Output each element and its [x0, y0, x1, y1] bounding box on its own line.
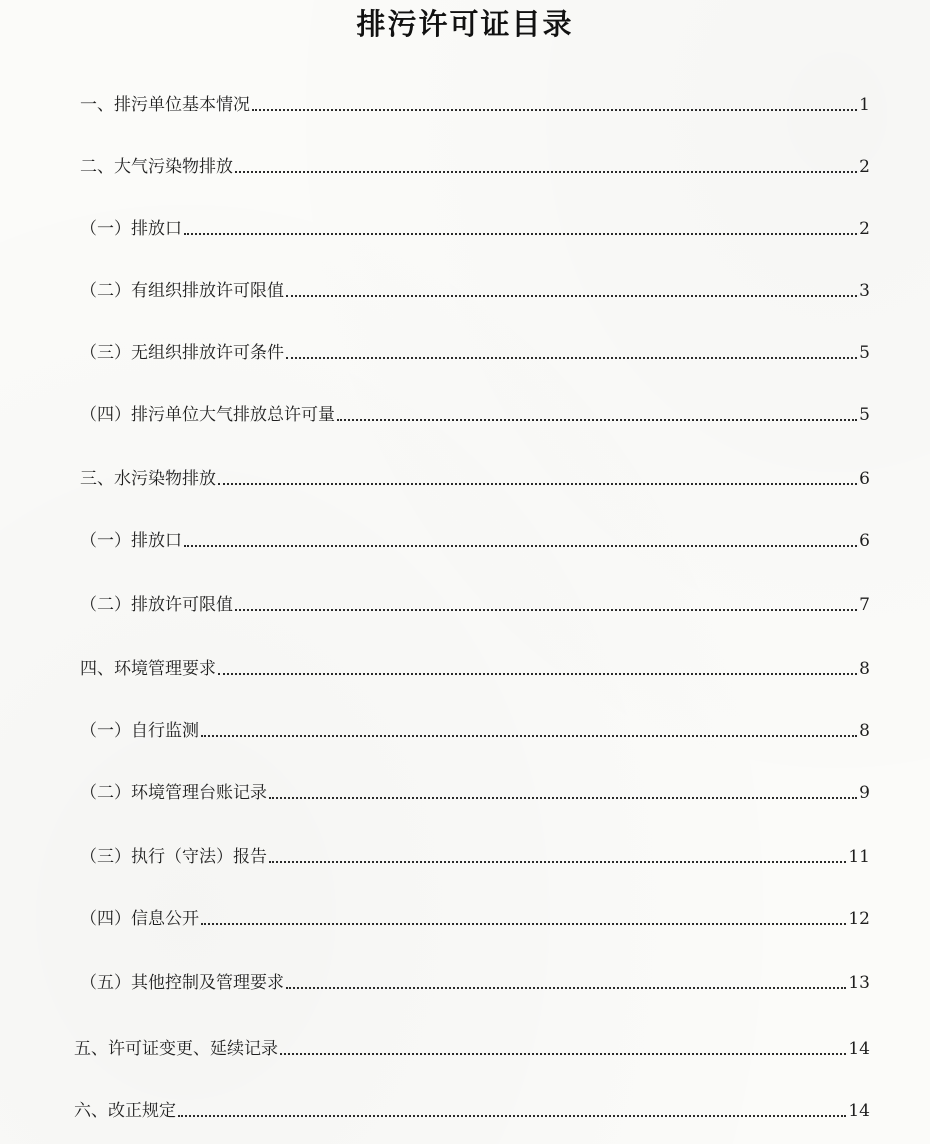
toc-entry-page: 12	[848, 909, 870, 929]
toc-leader-dots	[178, 1115, 846, 1117]
toc-entry	[74, 1096, 870, 1122]
toc-entry-page: 9	[859, 783, 870, 803]
toc-leader-dots	[201, 923, 846, 925]
toc-entry-label: （一）排放口	[80, 219, 182, 239]
toc-entry	[80, 214, 870, 240]
toc-entry	[80, 778, 870, 804]
toc-entry-label: （五）其他控制及管理要求	[80, 973, 284, 993]
toc-entry-label: （二）环境管理台账记录	[80, 783, 267, 803]
toc-leader-dots	[235, 171, 857, 173]
toc-entry-label: （四）排污单位大气排放总许可量	[80, 405, 335, 425]
toc-entry-label: 三、水污染物排放	[80, 469, 216, 489]
toc-entry	[80, 400, 870, 426]
toc-entry-label: 六、改正规定	[74, 1101, 176, 1121]
toc-entry-label: （二）有组织排放许可限值	[80, 281, 284, 301]
toc-entry-page: 2	[859, 219, 870, 239]
toc-entry-page: 13	[848, 973, 870, 993]
toc-entry-page: 5	[859, 343, 870, 363]
toc-entry-page: 1	[859, 95, 870, 115]
toc-leader-dots	[218, 673, 857, 675]
toc-entry	[74, 1034, 870, 1060]
toc-leader-dots	[286, 987, 846, 989]
toc-leader-dots	[235, 609, 857, 611]
toc-entry-label: （一）自行监测	[80, 721, 199, 741]
toc-leader-dots	[184, 545, 857, 547]
toc-entry-page: 3	[859, 281, 870, 301]
toc-entry-page: 2	[859, 157, 870, 177]
toc-entry	[80, 338, 870, 364]
toc-entry	[80, 590, 870, 616]
toc-entry-label: 二、大气污染物排放	[80, 157, 233, 177]
toc-leader-dots	[269, 797, 857, 799]
toc-entry-label: （三）无组织排放许可条件	[80, 343, 284, 363]
toc-entry	[80, 152, 870, 178]
toc-entry	[80, 968, 870, 994]
toc-entry	[80, 276, 870, 302]
toc-entry	[80, 716, 870, 742]
toc-entry	[80, 842, 870, 868]
toc-entry	[80, 654, 870, 680]
toc-entry-page: 7	[859, 595, 870, 615]
toc-leader-dots	[286, 295, 857, 297]
toc-entry-page: 5	[859, 405, 870, 425]
toc-entry-label: 五、许可证变更、延续记录	[74, 1039, 278, 1059]
toc-entry-page: 14	[848, 1101, 870, 1121]
toc-leader-dots	[269, 861, 846, 863]
toc-leader-dots	[201, 735, 857, 737]
toc-entry-label: （三）执行（守法）报告	[80, 847, 267, 867]
toc-leader-dots	[337, 419, 857, 421]
toc-entry-label: （四）信息公开	[80, 909, 199, 929]
toc-entry-label: 一、排污单位基本情况	[80, 95, 250, 115]
toc-leader-dots	[252, 109, 857, 111]
toc-entry-page: 6	[859, 531, 870, 551]
page-title: 排污许可证目录	[356, 7, 574, 41]
toc-entry	[80, 526, 870, 552]
toc-entry	[80, 904, 870, 930]
toc-entry-label: （二）排放许可限值	[80, 595, 233, 615]
toc-entry-label: 四、环境管理要求	[80, 659, 216, 679]
toc-leader-dots	[218, 483, 857, 485]
toc-leader-dots	[184, 233, 857, 235]
toc-entry-page: 8	[859, 721, 870, 741]
toc-leader-dots	[280, 1053, 846, 1055]
toc-entry-page: 11	[848, 847, 870, 867]
toc-entry	[80, 464, 870, 490]
toc-entry-page: 14	[848, 1039, 870, 1059]
toc-entry-page: 6	[859, 469, 870, 489]
toc-entry-page: 8	[859, 659, 870, 679]
toc-entry-label: （一）排放口	[80, 531, 182, 551]
toc-leader-dots	[286, 357, 857, 359]
toc-entry	[80, 90, 870, 116]
